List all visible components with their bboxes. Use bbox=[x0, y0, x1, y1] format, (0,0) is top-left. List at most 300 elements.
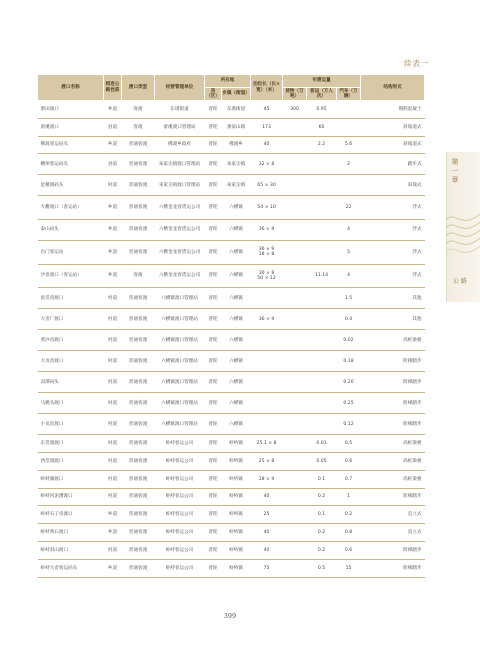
cell-town: 六横镇 bbox=[222, 240, 251, 264]
cell-vehicle: 0.5 bbox=[337, 435, 361, 453]
cell-vehicle: 15 bbox=[337, 559, 361, 577]
cell-vehicle: 5 bbox=[337, 240, 361, 264]
cell-road-type: 乡道 bbox=[104, 196, 122, 220]
table-row bbox=[38, 118, 425, 136]
cell-vehicle: 0.02 bbox=[337, 330, 361, 351]
cell-berth: 65 × 30 bbox=[251, 175, 283, 196]
chapter-char: 章 bbox=[451, 175, 459, 184]
table-row bbox=[38, 136, 425, 154]
cell-structure: 阶梯踏步 bbox=[361, 393, 425, 414]
cell-town: 六横镇 bbox=[222, 309, 251, 330]
cell-vehicle: 22 bbox=[337, 196, 361, 220]
cell-berth: 54 × 10 bbox=[251, 196, 283, 220]
cell-road-type: 村道 bbox=[104, 470, 122, 488]
cell-cargo bbox=[283, 414, 307, 435]
cell-structure: 阶梯踏步 bbox=[361, 414, 425, 435]
cell-name: 沧稽渡码头 bbox=[38, 175, 104, 196]
cell-town: 朱家尖镇 bbox=[222, 175, 251, 196]
cell-operator: 六横金龙客货运公司 bbox=[155, 240, 205, 264]
cell-town: 六横镇 bbox=[222, 393, 251, 414]
cell-passenger bbox=[307, 196, 337, 220]
table-row bbox=[38, 351, 425, 372]
cell-vehicle: 0.6 bbox=[337, 541, 361, 559]
cell-structure: 浮式 bbox=[361, 240, 425, 264]
cell-structure: 其他 bbox=[361, 288, 425, 309]
cell-county: 普陀 bbox=[205, 372, 222, 393]
cell-berth: 36 × 9 28 × 8 bbox=[251, 240, 283, 264]
cell-structure: 高桩梁板 bbox=[361, 452, 425, 470]
cell-county: 普陀 bbox=[205, 264, 222, 288]
cell-passenger bbox=[307, 219, 337, 240]
cell-operator: 虾峙客运公司 bbox=[155, 435, 205, 453]
cell-ferry-type: 普通客渡 bbox=[122, 136, 155, 154]
cell-county: 普陀 bbox=[205, 330, 222, 351]
cell-berth: 36 × 9 bbox=[251, 309, 283, 330]
cell-operator: 虾峙客运公司 bbox=[155, 488, 205, 506]
cell-cargo bbox=[283, 196, 307, 220]
cell-structure: 阶梯踏步 bbox=[361, 488, 425, 506]
cell-cargo bbox=[283, 288, 307, 309]
cell-ferry-type: 普通客渡 bbox=[122, 309, 155, 330]
cell-road-type: 村道 bbox=[104, 330, 122, 351]
header-vehicle: 汽车（万辆） bbox=[337, 88, 361, 101]
cell-road-type: 乡道 bbox=[104, 506, 122, 524]
cell-town: 虾峙镇 bbox=[222, 524, 251, 542]
cell-cargo bbox=[283, 488, 307, 506]
cell-road-type: 县道 bbox=[104, 118, 122, 136]
header-operator: 经营管理单位 bbox=[155, 75, 205, 101]
cell-county: 普陀 bbox=[205, 118, 222, 136]
header-cargo: 货物（万吨） bbox=[283, 88, 307, 101]
cell-cargo bbox=[283, 559, 307, 577]
cell-berth: 173 bbox=[251, 118, 283, 136]
cell-berth bbox=[251, 372, 283, 393]
table-row bbox=[38, 264, 425, 288]
cell-passenger: 2.2 bbox=[307, 136, 337, 154]
cell-berth: 40 bbox=[251, 136, 283, 154]
cell-operator: 虾峙客运公司 bbox=[155, 470, 205, 488]
cell-berth: 40 bbox=[251, 524, 283, 542]
cell-passenger: 0.05 bbox=[307, 452, 337, 470]
cell-road-type: 乡道 bbox=[104, 264, 122, 288]
cell-county: 普陀 bbox=[205, 219, 222, 240]
wave-decoration-icon bbox=[446, 200, 480, 270]
cell-ferry-type: 普通客渡 bbox=[122, 372, 155, 393]
cell-name: 虾峙石子岙渡口 bbox=[38, 506, 104, 524]
table-row bbox=[38, 524, 425, 542]
section-label: 公 路 bbox=[453, 278, 467, 285]
cell-name: 虾峙黄石渡口 bbox=[38, 524, 104, 542]
cell-vehicle: 5.6 bbox=[337, 136, 361, 154]
cell-town: 东渔街道 bbox=[222, 101, 251, 119]
cell-county: 普陀 bbox=[205, 488, 222, 506]
cell-county: 普陀 bbox=[205, 435, 222, 453]
header-ferry-type: 渡口类型 bbox=[122, 75, 155, 101]
cell-town: 六横镇 bbox=[222, 288, 251, 309]
cell-structure: 阶梯踏步 bbox=[361, 351, 425, 372]
cell-passenger: 0.03 bbox=[307, 435, 337, 453]
cell-vehicle: 1 bbox=[337, 488, 361, 506]
cell-cargo bbox=[283, 154, 307, 175]
cell-ferry-type: 普通客渡 bbox=[122, 351, 155, 372]
table-row bbox=[38, 330, 425, 351]
table-row bbox=[38, 219, 425, 240]
cell-vehicle: 0.18 bbox=[337, 351, 361, 372]
cell-operator: 虾峙客运公司 bbox=[155, 452, 205, 470]
cell-structure: 直立式 bbox=[361, 506, 425, 524]
header-passenger: 客运（万人次） bbox=[307, 88, 337, 101]
cell-road-type: 乡道 bbox=[104, 101, 122, 119]
cell-vehicle: 1.5 bbox=[337, 288, 361, 309]
continued-label: 续表一 bbox=[404, 59, 430, 68]
cell-ferry-type: 普通客渡 bbox=[122, 559, 155, 577]
cell-ferry-type: 普通客渡 bbox=[122, 219, 155, 240]
cell-passenger bbox=[307, 309, 337, 330]
cell-road-type: 村道 bbox=[104, 541, 122, 559]
cell-town: 虾峙镇 bbox=[222, 435, 251, 453]
cell-road-type: 乡道 bbox=[104, 219, 122, 240]
cell-cargo bbox=[283, 351, 307, 372]
cell-operator: 虾峙客运公司 bbox=[155, 559, 205, 577]
cell-ferry-type: 普通客渡 bbox=[122, 452, 155, 470]
cell-ferry-type: 普通客渡 bbox=[122, 393, 155, 414]
cell-road-type: 村道 bbox=[104, 488, 122, 506]
cell-structure: 其他 bbox=[361, 309, 425, 330]
cell-berth: 25.1 × 8 bbox=[251, 435, 283, 453]
cell-county: 普陀 bbox=[205, 559, 222, 577]
cell-town: 虾峙镇 bbox=[222, 559, 251, 577]
cell-ferry-type: 普通客渡 bbox=[122, 470, 155, 488]
cell-operator: 虾峙客运公司 bbox=[155, 524, 205, 542]
cell-ferry-type: 客渡 bbox=[122, 264, 155, 288]
cell-vehicle: 0.8 bbox=[337, 524, 361, 542]
cell-vehicle bbox=[337, 101, 361, 119]
cell-ferry-type: 客渡 bbox=[122, 101, 155, 119]
cell-cargo bbox=[283, 219, 307, 240]
cell-ferry-type: 普通客渡 bbox=[122, 196, 155, 220]
header-annual-volume: 年渡运量 bbox=[283, 75, 361, 88]
cell-passenger bbox=[307, 330, 337, 351]
cell-name: 小贡贫渡口 bbox=[38, 414, 104, 435]
table-row bbox=[38, 435, 425, 453]
table-row bbox=[38, 175, 425, 196]
cell-name: 凉潭码头 bbox=[38, 372, 104, 393]
cell-berth bbox=[251, 288, 283, 309]
cell-county: 普陀 bbox=[205, 175, 222, 196]
cell-county: 普陀 bbox=[205, 309, 222, 330]
cell-operator: 朱家尖镇渡口管理站 bbox=[155, 175, 205, 196]
table-row bbox=[38, 288, 425, 309]
cell-structure: 高桩梁板 bbox=[361, 435, 425, 453]
cell-county: 普陀 bbox=[205, 101, 222, 119]
cell-berth: 25 bbox=[251, 506, 283, 524]
cell-road-type: 村道 bbox=[104, 414, 122, 435]
cell-county: 普陀 bbox=[205, 506, 222, 524]
cell-county: 普陀 bbox=[205, 136, 222, 154]
cell-cargo bbox=[283, 452, 307, 470]
cell-structure: 阶梯踏步 bbox=[361, 372, 425, 393]
cell-vehicle: 0.7 bbox=[337, 470, 361, 488]
cell-town: 虾峙镇 bbox=[222, 452, 251, 470]
cell-name: 沙岙渡口（客运站） bbox=[38, 264, 104, 288]
cell-passenger: 11.14 bbox=[307, 264, 337, 288]
cell-county: 普陀 bbox=[205, 393, 222, 414]
table-row bbox=[38, 559, 425, 577]
table-row bbox=[38, 506, 425, 524]
cell-passenger: 0.95 bbox=[307, 101, 337, 119]
cell-name: 马跳头渡口 bbox=[38, 393, 104, 414]
table-row bbox=[38, 393, 425, 414]
table-row bbox=[38, 196, 425, 220]
cell-operator: 蕾溪渡口管理局 bbox=[155, 118, 205, 136]
cell-structure: 斜坡道式 bbox=[361, 118, 425, 136]
cell-vehicle bbox=[337, 118, 361, 136]
cell-ferry-type: 普通客渡 bbox=[122, 154, 155, 175]
cell-county: 普陀 bbox=[205, 154, 222, 175]
cell-operator: 六横镇渡口管理站 bbox=[155, 414, 205, 435]
cell-name: 黄沙岙渡口 bbox=[38, 330, 104, 351]
header-location: 所在地 bbox=[205, 75, 251, 88]
cell-name: 樽州客运码头 bbox=[38, 154, 104, 175]
cell-ferry-type: 客渡 bbox=[122, 118, 155, 136]
cell-cargo bbox=[283, 136, 307, 154]
cell-name: 大衢渡口（客运站） bbox=[38, 196, 104, 220]
cell-road-type: 村道 bbox=[104, 309, 122, 330]
cell-vehicle: 0.25 bbox=[337, 393, 361, 414]
header-berth: 泊位长（长×宽）（米） bbox=[251, 75, 283, 101]
cell-vehicle: 0.4 bbox=[337, 309, 361, 330]
cell-town: 朱家尖镇 bbox=[222, 154, 251, 175]
header-county: 县（区） bbox=[206, 88, 220, 99]
cell-structure: 踏步式 bbox=[361, 154, 425, 175]
cell-county: 普陀 bbox=[205, 541, 222, 559]
chapter-char: 第 bbox=[451, 158, 459, 166]
cell-passenger bbox=[307, 351, 337, 372]
cell-county: 普陀 bbox=[205, 470, 222, 488]
table-row bbox=[38, 488, 425, 506]
cell-passenger bbox=[307, 288, 337, 309]
cell-berth: 45 bbox=[251, 101, 283, 119]
cell-name: 大岙厂渡口 bbox=[38, 309, 104, 330]
table-row bbox=[38, 470, 425, 488]
cell-passenger: 0.2 bbox=[307, 541, 337, 559]
cell-operator: 佛渡乡政府 bbox=[155, 136, 205, 154]
cell-town: 六横镇 bbox=[222, 351, 251, 372]
cell-berth: 40 bbox=[251, 488, 283, 506]
table-row bbox=[38, 101, 425, 119]
cell-operator: 六横镇渡口管理站 bbox=[155, 351, 205, 372]
cell-town: 虾峙镇 bbox=[222, 541, 251, 559]
header-road-type: 相连公路性质 bbox=[104, 75, 122, 101]
cell-cargo: 300 bbox=[283, 101, 307, 119]
cell-cargo bbox=[283, 524, 307, 542]
cell-berth bbox=[251, 330, 283, 351]
cell-structure: 浮式 bbox=[361, 264, 425, 288]
cell-operator: 朱家尖镇渡口管理站 bbox=[155, 154, 205, 175]
cell-berth: 75 bbox=[251, 559, 283, 577]
ferry-table bbox=[37, 74, 425, 578]
cell-cargo bbox=[283, 309, 307, 330]
table-row bbox=[38, 414, 425, 435]
cell-name: 东岱渡渡口 bbox=[38, 435, 104, 453]
cell-passenger bbox=[307, 154, 337, 175]
cell-operator: 六横镇渡口管理站 bbox=[155, 393, 205, 414]
cell-passenger: 60 bbox=[307, 118, 337, 136]
cell-cargo bbox=[283, 506, 307, 524]
table-row bbox=[38, 309, 425, 330]
cell-town: 虾峙镇 bbox=[222, 506, 251, 524]
cell-town: 六横镇 bbox=[222, 219, 251, 240]
cell-cargo bbox=[283, 330, 307, 351]
cell-vehicle bbox=[337, 175, 361, 196]
cell-ferry-type: 普通客渡 bbox=[122, 506, 155, 524]
cell-name: 大贡贫渡口 bbox=[38, 351, 104, 372]
header-name: 渡口名称 bbox=[38, 75, 104, 101]
cell-road-type: 村道 bbox=[104, 452, 122, 470]
table-row bbox=[38, 154, 425, 175]
cell-town: 虾峙镇 bbox=[222, 470, 251, 488]
cell-passenger bbox=[307, 372, 337, 393]
cell-name: 蕾田渡口 bbox=[38, 101, 104, 119]
cell-vehicle: 2 bbox=[337, 154, 361, 175]
cell-operator: 六横金龙客货运公司 bbox=[155, 264, 205, 288]
header-structure: 结构形式 bbox=[361, 75, 425, 101]
cell-ferry-type: 普通客渡 bbox=[122, 488, 155, 506]
cell-structure: 高桩梁板 bbox=[361, 470, 425, 488]
cell-berth: 36 × 9 bbox=[251, 219, 283, 240]
cell-name: 虾峙河泥漕渡口 bbox=[38, 488, 104, 506]
page-number: 399 bbox=[223, 612, 237, 620]
cell-operator: 东诸街道 bbox=[155, 101, 205, 119]
cell-county: 普陀 bbox=[205, 524, 222, 542]
cell-county: 普陀 bbox=[205, 288, 222, 309]
cell-name: 佛渡客运码头 bbox=[38, 136, 104, 154]
cell-road-type: 村道 bbox=[104, 175, 122, 196]
cell-vehicle: 0.6 bbox=[337, 452, 361, 470]
cell-road-type: 村道 bbox=[104, 393, 122, 414]
cell-berth: 25 × 8 bbox=[251, 452, 283, 470]
cell-road-type: 县道 bbox=[104, 154, 122, 175]
cell-passenger: 0.2 bbox=[307, 488, 337, 506]
cell-name: 虾峙大岙客运码头 bbox=[38, 559, 104, 577]
cell-vehicle: 4 bbox=[337, 264, 361, 288]
cell-vehicle: 4 bbox=[337, 219, 361, 240]
cell-county: 普陀 bbox=[205, 196, 222, 220]
cell-operator: 六横金龙客货运公司 bbox=[155, 219, 205, 240]
table-row bbox=[38, 541, 425, 559]
cell-ferry-type: 普通客渡 bbox=[122, 240, 155, 264]
table-row bbox=[38, 240, 425, 264]
cell-structure: 斜坡道式 bbox=[361, 136, 425, 154]
cell-cargo bbox=[283, 118, 307, 136]
cell-berth: 28 × 9 bbox=[251, 470, 283, 488]
cell-county: 普陀 bbox=[205, 414, 222, 435]
cell-berth: 32 × 8 bbox=[251, 154, 283, 175]
cell-passenger bbox=[307, 414, 337, 435]
cell-county: 普陀 bbox=[205, 351, 222, 372]
cell-road-type: 乡道 bbox=[104, 136, 122, 154]
cell-cargo bbox=[283, 372, 307, 393]
cell-operator: 六横镇渡口管理站 bbox=[155, 309, 205, 330]
cell-town: 六横镇 bbox=[222, 414, 251, 435]
cell-name: 蕾溪渡口 bbox=[38, 118, 104, 136]
cell-ferry-type: 普通客渡 bbox=[122, 435, 155, 453]
cell-ferry-type: 普通客渡 bbox=[122, 541, 155, 559]
cell-ferry-type: 普通客渡 bbox=[122, 524, 155, 542]
cell-name: 西岱渡渡口 bbox=[38, 452, 104, 470]
cell-ferry-type: 普通客渡 bbox=[122, 175, 155, 196]
cell-berth: 40 bbox=[251, 541, 283, 559]
cell-operator: 六横金龙客货运公司 bbox=[155, 196, 205, 220]
cell-structure: 直立式 bbox=[361, 524, 425, 542]
cell-operator: 六横镇渡口管理站 bbox=[155, 372, 205, 393]
cell-name: 虾峙湖渡口 bbox=[38, 470, 104, 488]
table-row bbox=[38, 372, 425, 393]
cell-vehicle: 0.20 bbox=[337, 372, 361, 393]
cell-berth: 30 × 8 50 × 12 bbox=[251, 264, 283, 288]
chapter-label bbox=[449, 158, 461, 184]
table-row bbox=[38, 452, 425, 470]
cell-passenger bbox=[307, 175, 337, 196]
cell-structure: 浮式 bbox=[361, 219, 425, 240]
cell-road-type: 乡道 bbox=[104, 240, 122, 264]
cell-name: 滨岱岙渡口 bbox=[38, 288, 104, 309]
cell-road-type: 乡道 bbox=[104, 559, 122, 577]
cell-town: 蕾家山镇 bbox=[222, 118, 251, 136]
cell-passenger: 0.5 bbox=[307, 559, 337, 577]
header-town: 乡镇（街道） bbox=[222, 88, 251, 101]
cell-passenger: 0.2 bbox=[307, 524, 337, 542]
cell-cargo bbox=[283, 541, 307, 559]
cell-passenger: 0.1 bbox=[307, 506, 337, 524]
cell-town: 六横镇 bbox=[222, 264, 251, 288]
cell-structure: 斜坡式 bbox=[361, 175, 425, 196]
cell-name: 虾峙双山渡口 bbox=[38, 541, 104, 559]
cell-operator: 六横镇渡口管理站 bbox=[155, 330, 205, 351]
cell-operator: 虾峙客运公司 bbox=[155, 506, 205, 524]
cell-county: 普陀 bbox=[205, 452, 222, 470]
cell-structure: 浮式 bbox=[361, 196, 425, 220]
cell-cargo bbox=[283, 435, 307, 453]
cell-road-type: 村道 bbox=[104, 288, 122, 309]
cell-road-type: 乡道 bbox=[104, 524, 122, 542]
cell-cargo bbox=[283, 175, 307, 196]
cell-road-type: 村道 bbox=[104, 351, 122, 372]
cell-road-type: 村道 bbox=[104, 435, 122, 453]
cell-structure: 钢筋混凝土 bbox=[361, 101, 425, 119]
cell-passenger: 0.1 bbox=[307, 470, 337, 488]
cell-ferry-type: 普通客渡 bbox=[122, 414, 155, 435]
cell-cargo bbox=[283, 393, 307, 414]
cell-ferry-type: 普通客渡 bbox=[122, 288, 155, 309]
cell-vehicle: 0.2 bbox=[337, 506, 361, 524]
cell-structure: 阶梯踏步 bbox=[361, 541, 425, 559]
cell-ferry-type: 普通客渡 bbox=[122, 330, 155, 351]
chapter-char: 一 bbox=[451, 166, 459, 175]
cell-vehicle: 0.12 bbox=[337, 414, 361, 435]
cell-town: 六横镇 bbox=[222, 372, 251, 393]
cell-berth bbox=[251, 414, 283, 435]
cell-structure: 阶梯踏步 bbox=[361, 559, 425, 577]
cell-name: 泰山码头 bbox=[38, 219, 104, 240]
cell-road-type: 村道 bbox=[104, 372, 122, 393]
cell-town: 六横镇 bbox=[222, 196, 251, 220]
cell-passenger bbox=[307, 393, 337, 414]
cell-town: 六横镇 bbox=[222, 330, 251, 351]
cell-operator: 六横镇渡口管理站 bbox=[155, 288, 205, 309]
cell-berth bbox=[251, 351, 283, 372]
cell-operator: 虾峙客运公司 bbox=[155, 541, 205, 559]
